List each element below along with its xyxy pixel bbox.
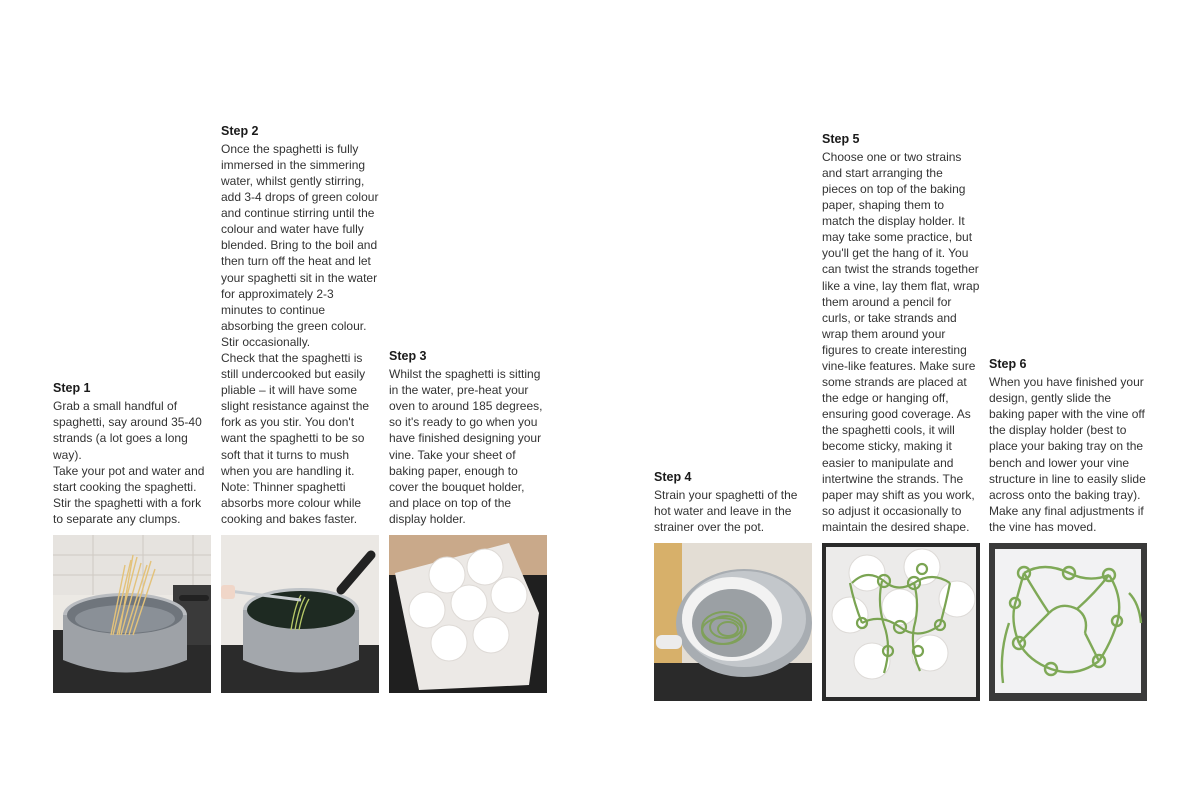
step-5 [822,40,980,701]
step-3-text [389,348,547,527]
step-body: Choose one or two strains and start arranging the pieces on top of the baking paper, shaping them to match the display holder. It may take some practice, but you'll get the hang of it. You can twist the strands together like a vine, lay them flat, wrap them around a pencil for curls, or take strands and wrap them around your figures to create interesting vine-like features. Make sure some strands are placed at the edge or hanging off, ensuring good coverage. As the spaghetti cools, it will become sticky, making it easier to manipulate and intertwine the strands. The paper may shift as you work, so adjust it occasionally to maintain the desired shape. [822,149,980,534]
step-1-text [53,380,211,527]
step-body: When you have finished your design, gently slide the baking paper with the vine off the display holder (best to place your baking tray on the bench and lower your vine structure in line to easily slide across onto the baking tray). Make any final adjustments if the vine has moved. [989,375,1146,534]
baking-paper-photo [389,535,547,693]
step-title: Step 4 [654,469,692,484]
step-body: Grab a small handful of spaghetti, say around 35-40 strands (a lot goes a long way). Take your pot and water and start cooking the spaghetti. Stir the spaghetti with a fork to separate any clumps. [53,399,205,526]
step-body: Strain your spaghetti of the hot water and leave in the strainer over the pot. [654,487,798,534]
step-title: Step 6 [989,357,1027,372]
pot-with-dry-spaghetti-photo [53,535,211,693]
step-6-text [989,356,1147,535]
pot-with-green-water-photo [221,535,379,693]
step-6 [989,40,1147,701]
pot-with-green-water-icon [221,535,379,693]
strainer-icon [654,543,812,701]
vine-on-tray-photo [989,543,1147,701]
step-4 [654,40,812,701]
step-title: Step 1 [53,381,91,396]
step-body: Once the spaghetti is fully immersed in the simmering water, whilst gently stirring, add 3-4 drops of green colour and continue stirring until the colour and water have fully blended. Bring to the boil and then turn off the heat and let your spaghetti sit in the water for approximately 2-3 minutes to continue absorbing the green colour. Stir occasionally. Check that the spaghetti is still undercooked but easily pliable – it will have some slight resistance against the fork as you stir. You don't want the spaghetti to be so soft that it turns to mush when you are handling it. Note: Thinner spaghetti absorbs more colour while cooking and bakes faster. [221,141,379,526]
step-body: Whilst the spaghetti is sitting in the water, pre-heat your oven to around 185 degrees, so it's ready to go when you have finished designing your vine. Take your sheet of baking paper, enough to cover the bouquet holder, and place on top of the display holder. [389,367,543,526]
vine-on-paper-photo [822,543,980,701]
pot-with-dry-spaghetti-icon [53,535,211,693]
step-2-text [221,123,379,527]
strainer-photo [654,543,812,701]
vine-on-paper-icon [822,543,980,701]
step-4-text [654,469,812,535]
step-title: Step 5 [822,131,860,146]
step-title: Step 2 [221,123,259,138]
step-1 [53,40,211,693]
baking-paper-icon [389,535,547,693]
step-title: Step 3 [389,349,427,364]
step-3 [389,40,547,693]
step-5-text [822,131,980,535]
vine-on-tray-icon [989,543,1147,701]
step-2 [221,40,379,693]
